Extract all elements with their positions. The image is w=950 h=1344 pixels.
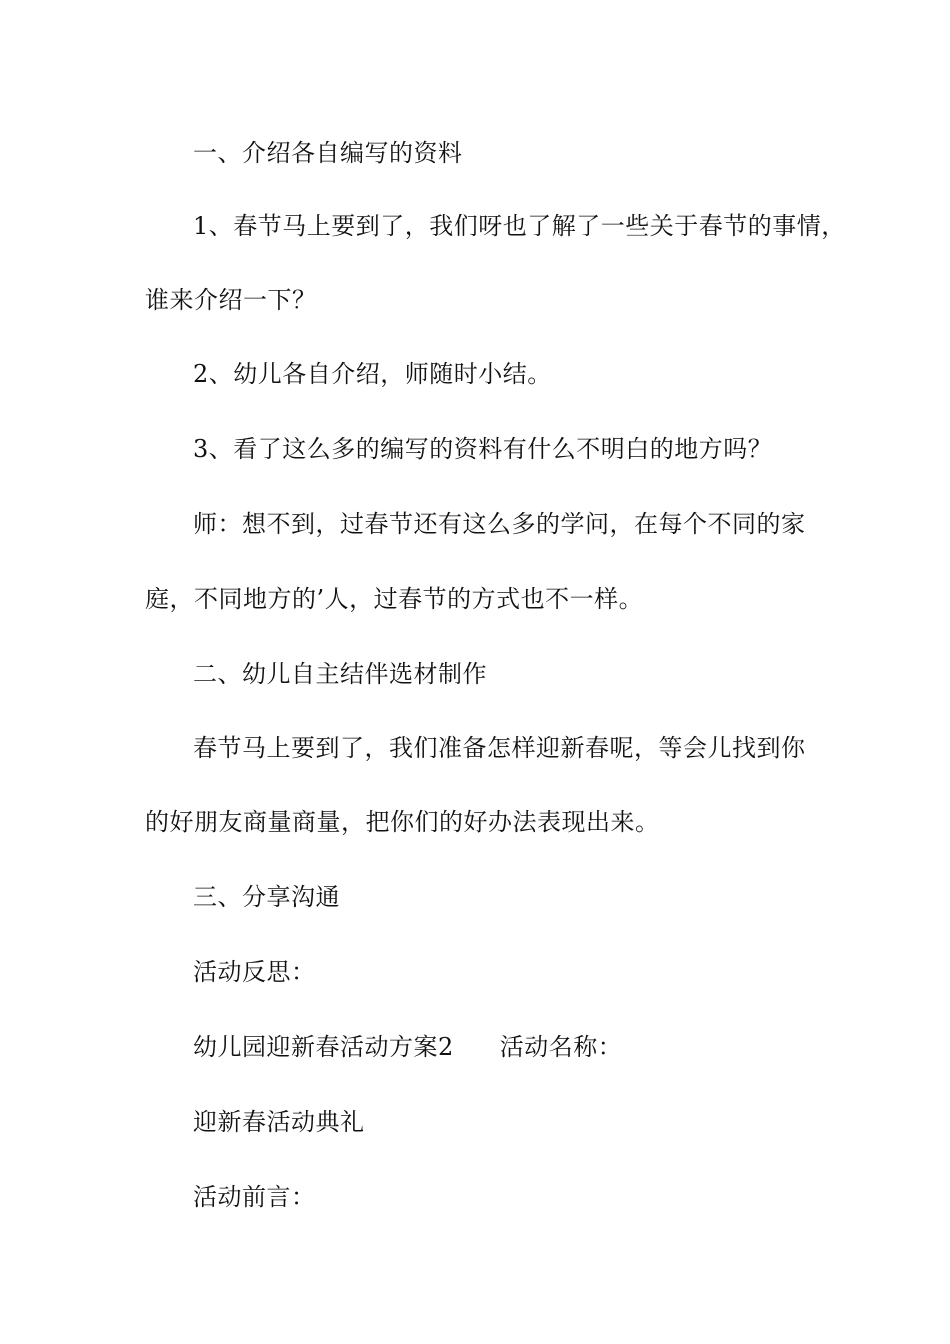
paragraph-line: 庭，不同地方的’人，过春节的方式也不一样。: [145, 585, 644, 613]
plan-title: 幼儿园迎新春活动方案2: [193, 1033, 454, 1061]
paragraph-line: 春节马上要到了，我们准备怎样迎新春呢，等会儿找到你: [193, 734, 806, 762]
paragraph-line: 3、看了这么多的编写的资料有什么不明白的地方吗？: [193, 435, 773, 463]
paragraph-line: 2、幼儿各自介绍，师随时小结。: [193, 360, 552, 388]
paragraph-line: 活动反思：: [193, 958, 316, 986]
section-heading-2: 二、幼儿自主结伴选材制作: [193, 660, 487, 688]
paragraph-line: 师：想不到，过春节还有这么多的学问，在每个不同的家: [193, 510, 806, 538]
paragraph-line: 活动前言：: [193, 1183, 316, 1211]
paragraph-line: 1、春节马上要到了，我们呀也了解了一些关于春节的事情，: [193, 212, 846, 240]
paragraph-line: 迎新春活动典礼: [193, 1108, 365, 1136]
section-heading-1: 一、介绍各自编写的资料: [193, 139, 463, 167]
section-heading-3: 三、分享沟通: [193, 883, 340, 911]
paragraph-line: [193, 1031, 873, 1063]
paragraph-line: 谁来介绍一下？: [145, 286, 317, 314]
activity-name-label: 活动名称：: [499, 1033, 623, 1061]
paragraph-line: 的好朋友商量商量，把你们的好办法表现出来。: [145, 808, 660, 836]
